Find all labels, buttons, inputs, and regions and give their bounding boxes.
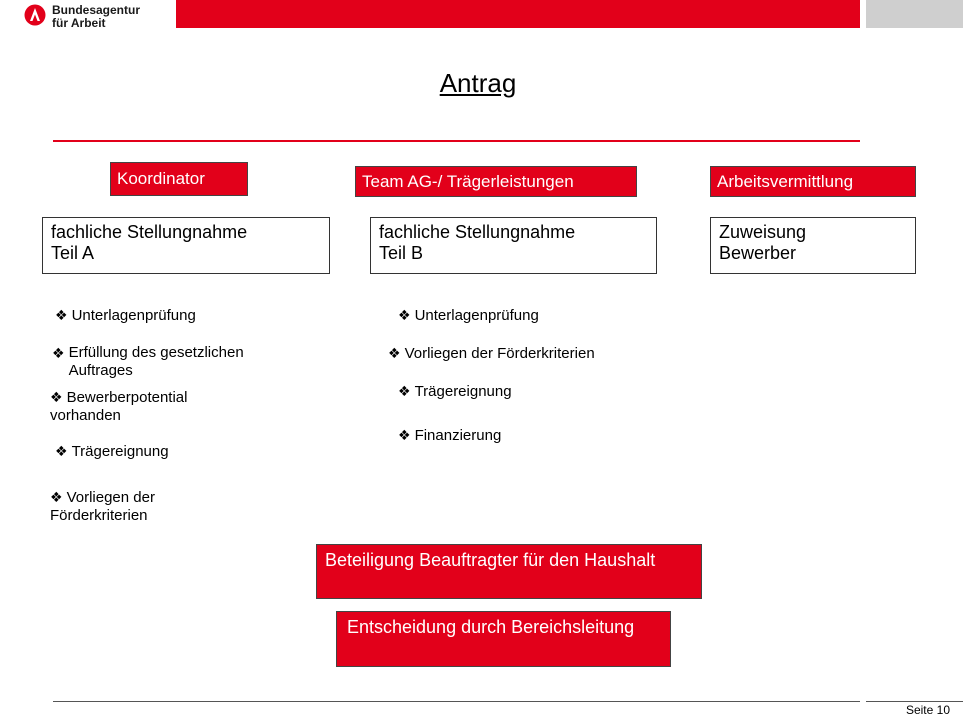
four-diamond-bullet-icon: ❖	[52, 345, 65, 361]
header-grey-bar	[866, 0, 963, 28]
four-diamond-bullet-icon: ❖	[388, 345, 401, 361]
task-line2: Teil B	[379, 243, 424, 263]
role-box-team-ag: Team AG-/ Trägerleistungen	[355, 166, 637, 197]
page-number: Seite 10	[905, 703, 950, 717]
step-box-bereichsleitung: Entscheidung durch Bereichsleitung	[336, 611, 671, 667]
brand-name-line2: für Arbeit	[52, 16, 106, 30]
list-item: ❖ Trägereignung	[398, 383, 512, 400]
role-box-arbeitsvermittlung: Arbeitsvermittlung	[710, 166, 916, 197]
list-item: ❖ Bewerberpotential vorhanden	[50, 389, 188, 424]
four-diamond-bullet-icon: ❖	[50, 389, 63, 405]
task-line2: Bewerber	[719, 243, 797, 263]
brand-name-line1: Bundesagentur	[52, 3, 141, 17]
title-divider	[53, 140, 860, 142]
task-box-zuweisung	[710, 217, 916, 274]
role-box-koordinator: Koordinator	[110, 162, 248, 196]
task-box-teil-b	[370, 217, 657, 274]
list-item: ❖ Vorliegen der Förderkriterien	[50, 489, 155, 524]
four-diamond-bullet-icon: ❖	[398, 427, 411, 443]
four-diamond-bullet-icon: ❖	[398, 383, 411, 399]
list-item: ❖ Unterlagenprüfung	[398, 307, 539, 324]
page-title: Antrag	[439, 68, 517, 98]
task-line1: Zuweisung	[719, 222, 807, 242]
four-diamond-bullet-icon: ❖	[50, 489, 63, 505]
list-item: ❖ Finanzierung	[398, 427, 502, 444]
footer-divider-right	[866, 701, 963, 702]
list-item: ❖ Trägereignung	[55, 443, 169, 460]
task-line1: fachliche Stellungnahme	[379, 222, 576, 242]
list-item: ❖ Unterlagenprüfung	[55, 307, 196, 324]
step-box-haushalt: Beteiligung Beauftragter für den Haushalt	[316, 544, 702, 599]
brand-name	[52, 4, 140, 30]
list-item: ❖ Erfüllung des gesetzlichen Auftrages	[52, 344, 244, 379]
task-line1: fachliche Stellungnahme	[51, 222, 248, 242]
four-diamond-bullet-icon: ❖	[55, 443, 68, 459]
footer-divider	[53, 701, 860, 702]
four-diamond-bullet-icon: ❖	[398, 307, 411, 323]
header-red-bar	[176, 0, 860, 28]
list-item: ❖ Vorliegen der Förderkriterien	[388, 345, 595, 362]
task-box-teil-a	[42, 217, 330, 274]
ba-logo-icon	[24, 4, 46, 26]
four-diamond-bullet-icon: ❖	[55, 307, 68, 323]
task-line2: Teil A	[51, 243, 95, 263]
